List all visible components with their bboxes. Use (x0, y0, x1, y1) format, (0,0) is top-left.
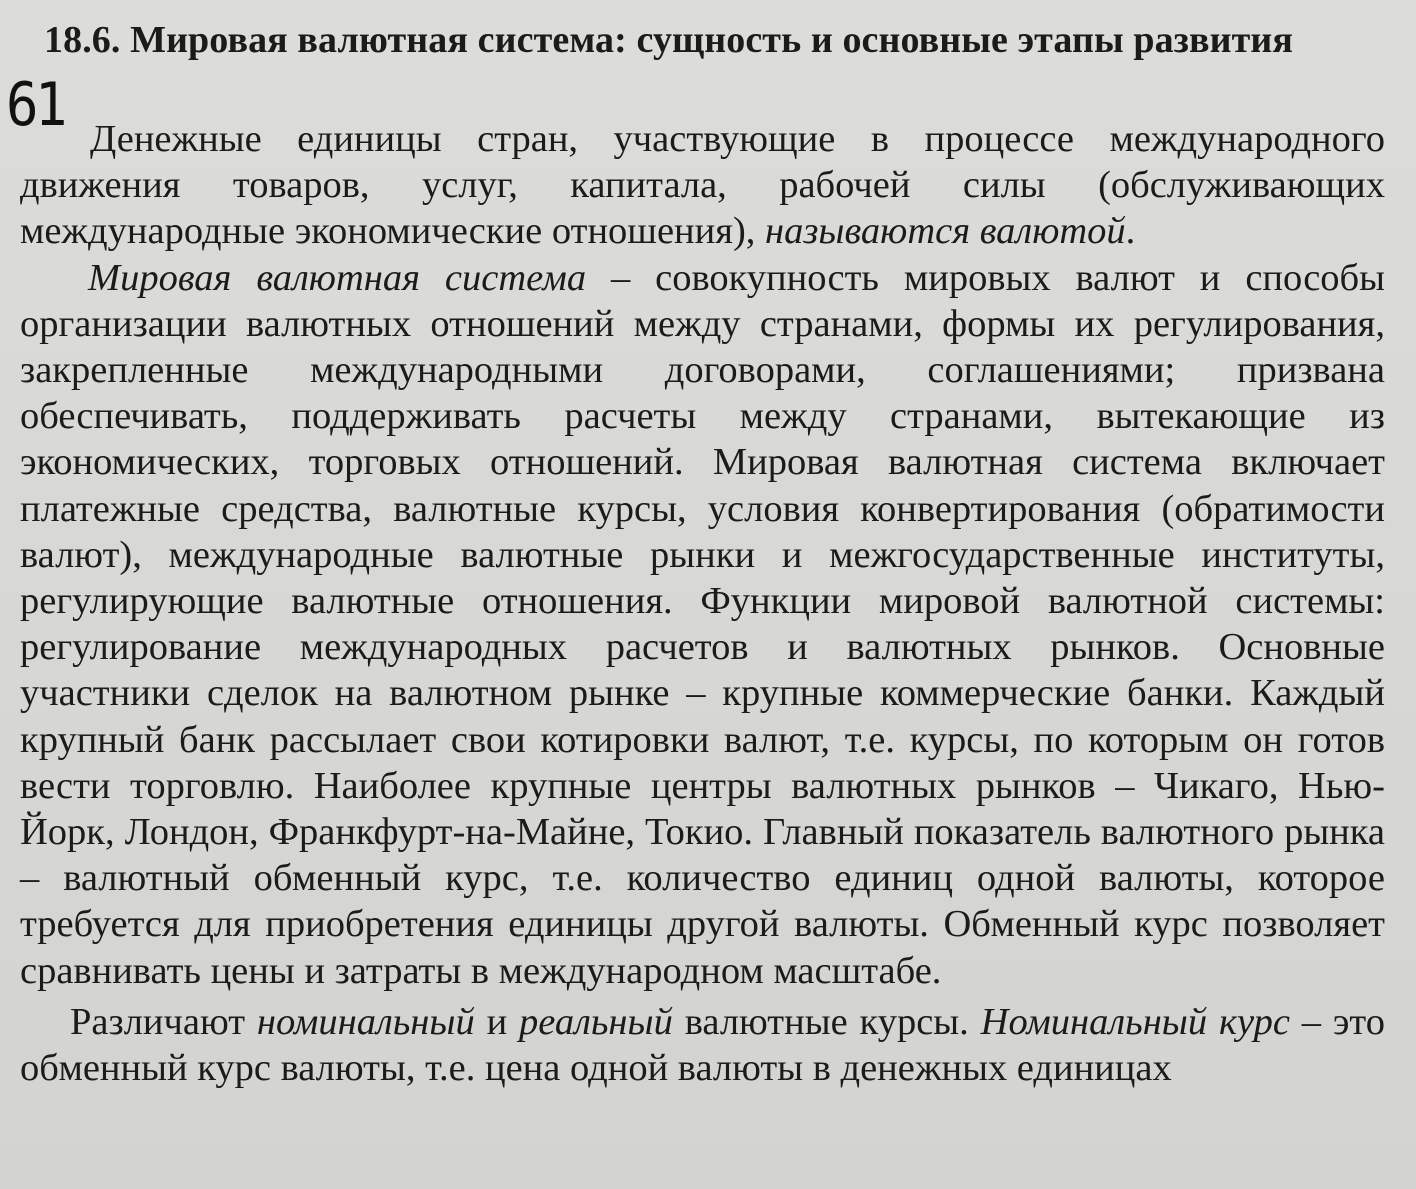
text-run: . (1125, 210, 1136, 253)
italic-term: реальный (519, 1000, 673, 1043)
text-run: и (474, 1000, 520, 1043)
text-run: Различают (70, 1000, 257, 1043)
text-run: – это обменный курс валюты, т.е. цена одной валюты в денежных единицах (20, 1000, 1385, 1090)
paragraph-currency-definition (20, 116, 1385, 255)
italic-term: номинальный (256, 1000, 475, 1043)
handwritten-page-number: 61 (6, 70, 64, 140)
italic-term: Мировая валютная система (88, 256, 587, 299)
paragraph-world-currency-system (20, 255, 1385, 994)
text-run: валютные курсы. (672, 1000, 981, 1043)
italic-term: Номинальный курс (980, 1000, 1290, 1043)
paragraph-exchange-rates (20, 999, 1385, 1091)
text-run: – совокупность мировых валют и способы организации валютных отношений между странами, формы их регулирования, закрепленные международными договорами, соглашениями; призвана обеспечивать, поддерживать расчеты между странами, вытекающие из экономических, торговых отношений. Мировая валютная система включает платежные средства, валютные курсы, условия конвертирования (обратимости валют), международные валютные рынки и межгосударственные институты, регулирующие валютные отношения. Функции мировой валютной системы: регулирование международных расчетов и валютных рынков. Основные участники сделок на валютном рынке – крупные коммерческие банки. Каждый крупный банк рассылает свои котировки валют, т.е. курсы, по которым он готов вести торговлю. Наиболее крупные центры валютных рынков – Чикаго, Нью-Йорк, Лондон, Франкфурт-на-Майне, Токио. Главный показатель валютного рынка – валютный обменный курс, т.е. количество единиц одной валюты, которое требуется для приобретения единицы другой валюты. Обменный курс позволяет сравнивать цены и затраты в международном масштабе. (20, 256, 1386, 992)
italic-term: называются валютой (765, 210, 1126, 253)
body-text (20, 116, 1385, 1091)
section-heading: 18.6. Мировая валютная система: сущность и основные этапы развития (44, 19, 1294, 61)
text-run: Денежные единицы стран, участвующие в процессе международного движения товаров, услуг, капитала, рабочей силы (обслуживающих международные экономические отношения), (20, 118, 1385, 253)
